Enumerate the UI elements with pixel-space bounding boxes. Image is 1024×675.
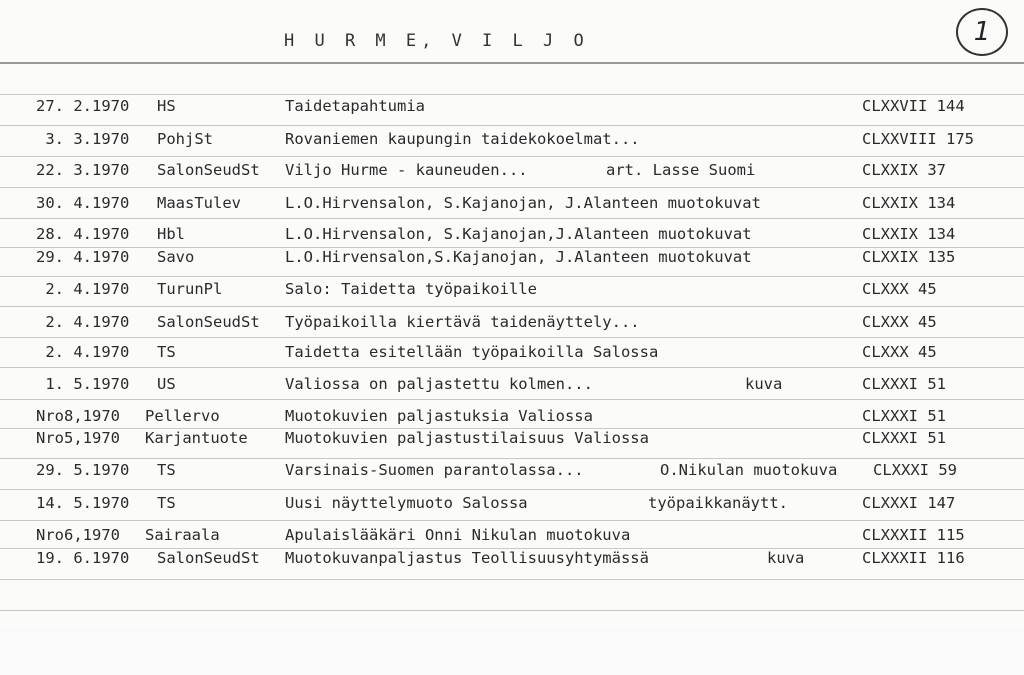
entry-date: Nro8,1970 xyxy=(36,407,120,425)
entry-row xyxy=(0,343,1024,365)
entry-title: Taidetapahtumia xyxy=(285,97,425,115)
entry-reference: CLXXXI 59 xyxy=(873,461,957,479)
entry-row xyxy=(0,280,1024,302)
entry-row xyxy=(0,494,1024,516)
ruled-line xyxy=(0,579,1024,580)
entry-title: Muotokuvanpaljastus Teollisuusyhtymässä xyxy=(285,549,649,567)
entry-date: 27. 2.1970 xyxy=(36,97,130,115)
entry-reference: CLXXVII 144 xyxy=(862,97,965,115)
entry-source: US xyxy=(157,375,176,393)
entry-title: Varsinais-Suomen parantolassa... xyxy=(285,461,584,479)
entry-row xyxy=(0,194,1024,216)
entry-note: art. Lasse Suomi xyxy=(606,161,756,179)
entry-source: TS xyxy=(157,343,176,361)
entry-source: PohjSt xyxy=(157,130,213,148)
entry-date: 30. 4.1970 xyxy=(36,194,130,212)
entry-row xyxy=(0,225,1024,247)
entry-source: Savo xyxy=(157,248,195,266)
entry-reference: CLXXIX 37 xyxy=(862,161,946,179)
entry-title: Taidetta esitellään työpaikoilla Salossa xyxy=(285,343,659,361)
entry-title: Rovaniemen kaupungin taidekokoelmat... xyxy=(285,130,640,148)
ruled-line xyxy=(0,610,1024,611)
entry-date: Nro6,1970 xyxy=(36,526,120,544)
entry-date: 19. 6.1970 xyxy=(36,549,130,567)
entry-note: työpaikkanäytt. xyxy=(648,494,788,512)
entry-reference: CLXXX 45 xyxy=(862,343,937,361)
entry-source: Karjantuote xyxy=(145,429,248,447)
entry-date: 22. 3.1970 xyxy=(36,161,130,179)
entry-row xyxy=(0,248,1024,270)
ruled-line xyxy=(0,399,1024,400)
entry-row xyxy=(0,549,1024,571)
ruled-line xyxy=(0,187,1024,188)
ruled-line xyxy=(0,94,1024,95)
entry-date: 29. 5.1970 xyxy=(36,461,130,479)
card-number-circle xyxy=(956,8,1008,56)
ruled-line xyxy=(0,218,1024,219)
entry-source: SalonSeudSt xyxy=(157,549,260,567)
entry-reference: CLXXXI 51 xyxy=(862,407,946,425)
entry-title: Viljo Hurme - kauneuden... xyxy=(285,161,528,179)
ruled-line xyxy=(0,337,1024,338)
ruled-line xyxy=(0,125,1024,126)
entry-source: TS xyxy=(157,494,176,512)
entry-note: kuva xyxy=(767,549,805,567)
card-heading: H U R M E, V I L J O xyxy=(284,31,589,51)
entry-row xyxy=(0,375,1024,397)
entry-reference: CLXXVIII 175 xyxy=(862,130,974,148)
entry-source: Sairaala xyxy=(145,526,220,544)
ruled-line xyxy=(0,306,1024,307)
entry-row xyxy=(0,461,1024,483)
entry-source: Hbl xyxy=(157,225,185,243)
entry-row xyxy=(0,161,1024,183)
entry-title: L.O.Hirvensalon, S.Kajanojan, J.Alanteen muotokuvat xyxy=(285,194,761,212)
entry-title: Muotokuvien paljastustilaisuus Valiossa xyxy=(285,429,649,447)
ruled-line xyxy=(0,520,1024,521)
entry-note: O.Nikulan muotokuva xyxy=(660,461,838,479)
entry-reference: CLXXX 45 xyxy=(862,313,937,331)
entry-reference: CLXXXII 115 xyxy=(862,526,965,544)
header-rule xyxy=(0,62,1024,64)
entry-source: SalonSeudSt xyxy=(157,161,260,179)
entry-source: HS xyxy=(157,97,176,115)
entry-row xyxy=(0,130,1024,152)
entry-note: kuva xyxy=(745,375,783,393)
entry-source: Pellervo xyxy=(145,407,220,425)
card-number: 1 xyxy=(973,17,991,47)
ruled-line xyxy=(0,367,1024,368)
entry-source: TurunPl xyxy=(157,280,223,298)
ruled-line xyxy=(0,489,1024,490)
entry-reference: CLXXIX 134 xyxy=(862,194,956,212)
ruled-line xyxy=(0,156,1024,157)
entry-row xyxy=(0,407,1024,429)
entry-title: L.O.Hirvensalon, S.Kajanojan,J.Alanteen muotokuvat xyxy=(285,225,752,243)
entry-source: SalonSeudSt xyxy=(157,313,260,331)
ruled-line xyxy=(0,276,1024,277)
entry-row xyxy=(0,97,1024,119)
entry-row xyxy=(0,429,1024,451)
entry-row xyxy=(0,526,1024,548)
entry-date: 2. 4.1970 xyxy=(36,280,130,298)
entry-source: TS xyxy=(157,461,176,479)
entry-title: Muotokuvien paljastuksia Valiossa xyxy=(285,407,593,425)
entry-date: 3. 3.1970 xyxy=(36,130,130,148)
entry-date: 1. 5.1970 xyxy=(36,375,130,393)
entry-title: Uusi näyttelymuoto Salossa xyxy=(285,494,528,512)
entry-reference: CLXXIX 134 xyxy=(862,225,956,243)
entry-title: Apulaislääkäri Onni Nikulan muotokuva xyxy=(285,526,631,544)
entry-title: Työpaikoilla kiertävä taidenäyttely... xyxy=(285,313,640,331)
entry-title: L.O.Hirvensalon,S.Kajanojan, J.Alanteen muotokuvat xyxy=(285,248,752,266)
entry-reference: CLXXXI 51 xyxy=(862,375,946,393)
entry-reference: CLXXXI 51 xyxy=(862,429,946,447)
entry-row xyxy=(0,313,1024,335)
entry-date: Nro5,1970 xyxy=(36,429,120,447)
entry-source: MaasTulev xyxy=(157,194,241,212)
entry-reference: CLXXXII 116 xyxy=(862,549,965,567)
entry-date: 29. 4.1970 xyxy=(36,248,130,266)
entry-date: 2. 4.1970 xyxy=(36,313,130,331)
entry-title: Valiossa on paljastettu kolmen... xyxy=(285,375,593,393)
entry-reference: CLXXXI 147 xyxy=(862,494,956,512)
entry-reference: CLXXIX 135 xyxy=(862,248,956,266)
entry-date: 2. 4.1970 xyxy=(36,343,130,361)
entry-reference: CLXXX 45 xyxy=(862,280,937,298)
ruled-line xyxy=(0,458,1024,459)
entry-title: Salo: Taidetta työpaikoille xyxy=(285,280,537,298)
entry-date: 28. 4.1970 xyxy=(36,225,130,243)
entry-date: 14. 5.1970 xyxy=(36,494,130,512)
